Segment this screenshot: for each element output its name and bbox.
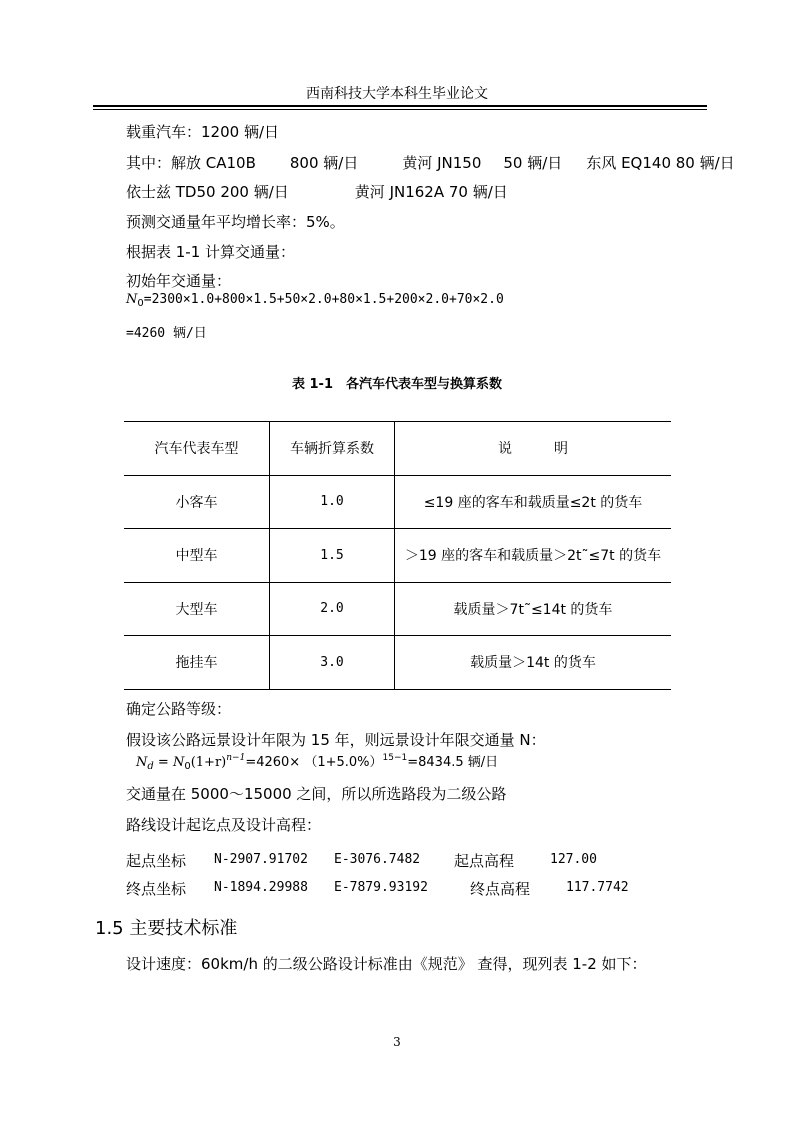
table-row	[124, 529, 671, 583]
text-line: 设计速度：60km/h 的二级公路设计标准由《规范》 查得，现列表 1-2 如下：	[126, 955, 647, 973]
table-cell: 1.0	[270, 475, 395, 529]
table-cell: 2.0	[270, 582, 395, 636]
text-line: 假设该公路远景设计年限为 15 年，则远景设计年限交通量 N：	[126, 731, 546, 749]
table-caption: 表 1-1 各汽车代表车型与换算系数	[291, 377, 502, 392]
text-line: 交通量在 5000～15000 之间，所以所选路段为二级公路	[126, 785, 507, 803]
table-cell: ＞19 座的客车和载质量＞2t˜≤7t 的货车	[395, 529, 672, 583]
growth-formula: $N_d = N_0(1+r)^{n-1}=4260\times (1+5.0\%)^{15-1}=8434.5$ 辆/日	[136, 753, 499, 772]
text-line: 其中：解放 CA10B 800 辆/日 黄河 JN150 50 辆/日 东风 EQ140 80 辆/日	[126, 154, 735, 172]
text-line: 路线设计起讫点及设计高程：	[126, 816, 322, 834]
section-heading: 1.5 主要技术标准	[95, 918, 238, 939]
table-cell: 大型车	[124, 582, 270, 636]
text-line: 确定公路等级：	[126, 700, 232, 718]
text-line: 预测交通量年平均增长率：5%。	[126, 213, 345, 231]
page-number: 3	[393, 1035, 401, 1049]
table-row	[124, 582, 671, 636]
table-cell: 拖挂车	[124, 636, 270, 690]
table-header-cell: 汽车代表车型	[124, 422, 270, 476]
running-header: 西南科技大学本科生毕业论文	[306, 86, 488, 102]
text-line: 依士兹 TD50 200 辆/日 黄河 JN162A 70 辆/日	[126, 183, 508, 201]
table-header-cell: 车辆折算系数	[270, 422, 395, 476]
text-line: 根据表 1-1 计算交通量：	[126, 243, 296, 261]
table-cell: 载质量＞14t 的货车	[395, 636, 672, 690]
table-cell: 小客车	[124, 475, 270, 529]
table-header-row	[124, 422, 671, 476]
vehicle-conversion-table	[124, 421, 671, 690]
table-cell: 载质量＞7t˜≤14t 的货车	[395, 582, 672, 636]
text-line: 初始年交通量：	[126, 272, 232, 290]
header-rule-thin	[93, 109, 707, 110]
text-line: 载重汽车：1200 辆/日	[126, 123, 279, 141]
table-cell: 3.0	[270, 636, 395, 690]
table-row	[124, 636, 671, 690]
header-rule-thick	[93, 105, 707, 107]
text-line: =4260 辆/日	[126, 326, 207, 341]
table-cell: ≤19 座的客车和载质量≤2t 的货车	[395, 475, 672, 529]
start-point-row: 起点坐标 N-2907.91702 E-3076.7482 起点高程 127.00	[126, 852, 597, 870]
end-point-row: 终点坐标 N-1894.29988 E-7879.93192 终点高程 117.7742	[126, 880, 629, 898]
table-cell: 1.5	[270, 529, 395, 583]
table-row	[124, 475, 671, 529]
formula-line: $N_0=2300\times 1.0+800\times 1.5+50\times 2.0+80\times 1.5+200\times 2.0+70\times 2.0$	[126, 292, 504, 309]
table-header-cell: 说 明	[395, 422, 672, 476]
table-cell: 中型车	[124, 529, 270, 583]
